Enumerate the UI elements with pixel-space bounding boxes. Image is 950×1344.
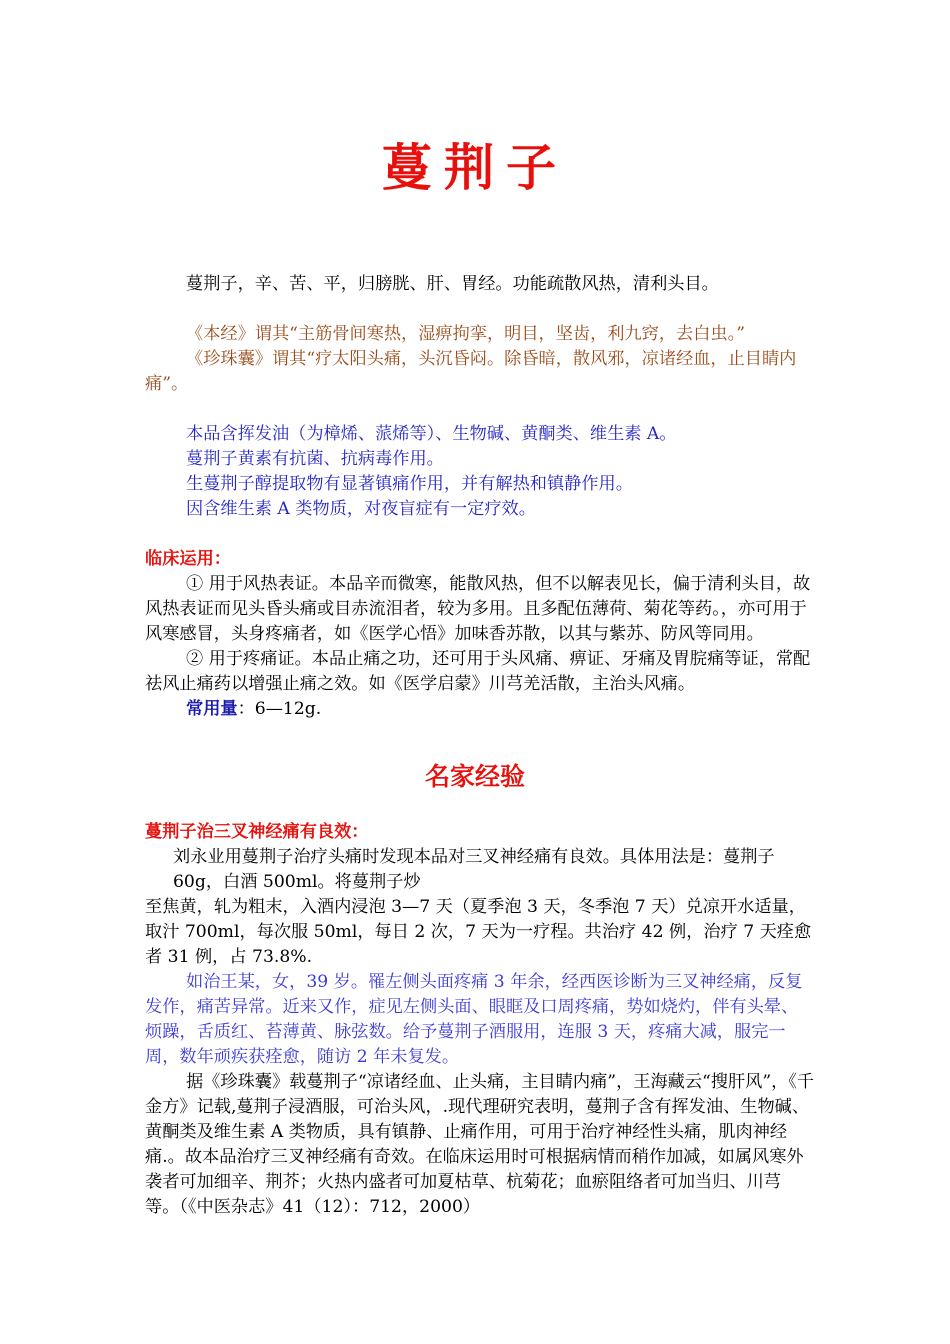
- clinical-item-2: ② 用于疼痛证。本品止痛之功，还可用于头风痛、痹证、牙痛及胃脘痛等证，常配祛风止痛药以增强止痛之效。如《医学启蒙》川芎羌活散，主治头风痛。: [145, 649, 811, 694]
- clinical-item-1: ① 用于风热表证。本品辛而微寒，能散风热，但不以解表见长，偏于清利头目，故风热表证而见头昏头痛或目赤流泪者，较为多用。且多配伍薄荷、菊花等药。，亦可用于风寒感冒，头身疼痛者，如《医学心悟》加味香苏散，以其与紫苏、防风等同用。: [145, 574, 811, 644]
- dosage-value: ：6—12g.: [237, 699, 322, 719]
- intro-paragraph: 蔓荆子，辛、苦、平，归膀胱、肝、胃经。功能疏散风热，清利头目。: [186, 274, 719, 294]
- pharmacology-line-3: 生蔓荆子醇提取物有显著镇痛作用，并有解热和镇静作用。: [186, 474, 633, 494]
- case-heading: 蔓荆子治三叉神经痛有良效：: [145, 822, 369, 842]
- clinical-section: [145, 547, 815, 722]
- section2-title: 名家经验: [424, 762, 525, 791]
- classic-quote-2: 《珍珠囊》谓其“疗太阳头痛，头沉昏闷。除昏暗，散风邪，凉诸经血，止目睛内痛”。: [145, 349, 797, 394]
- case-section: [145, 820, 815, 1220]
- clinical-heading: 临床运用：: [145, 549, 231, 569]
- pharmacology-line-4: 因含维生素 A 类物质，对夜盲症有一定疗效。: [186, 499, 536, 519]
- dosage-line: [145, 697, 815, 722]
- case-intro-hanging: 刘永业用蔓荆子治疗头痛时发现本品对三叉神经痛有良效。具体用法是：蔓荆子 60g，白酒 500ml。将蔓荆子炒: [173, 847, 775, 892]
- page-title: 蔓荆子: [382, 139, 568, 197]
- classic-quote-1: 《本经》谓其“主筋骨间寒热，湿痹拘挛，明目，坚齿，利九窍，去白虫。”: [186, 324, 745, 344]
- classics-section: [145, 322, 815, 397]
- pharmacology-section: [145, 422, 815, 522]
- case-discussion: 据《珍珠囊》载蔓荆子“凉诸经血、止头痛，主目睛内痛”，王海藏云“搜肝风”，《千金方》记载,蔓荆子浸酒服，可治头风，.现代理研究表明，蔓荆子含有挥发油、生物碱、黄酮类及维生素 A 类物质，具有镇静、止痛作用，可用于治疗神经性头痛，肌肉神经痛.。故本品治疗三叉神经痛有奇效。在临床运用时可根据病情而稍作加减，如属风寒外袭者可加细辛、荆芥；火热内盛者可加夏枯草、杭菊花；血瘀阻络者可加当归、川芎等。（《中医杂志》41（12）：712，2000）: [145, 1072, 815, 1217]
- dosage-label: 常用量: [186, 699, 238, 719]
- pharmacology-line-1: 本品含挥发油（为樟烯、蒎烯等）、生物碱、黄酮类、维生素 A。: [186, 424, 677, 444]
- intro-section: [145, 272, 815, 297]
- pharmacology-line-2: 蔓荆子黄素有抗菌、抗病毒作用。: [186, 449, 444, 469]
- case-intro-rest: 至焦黄，轧为粗末，入酒内浸泡 3—7 天（夏季泡 3 天，冬季泡 7 天）兑凉开水适量，取汁 700ml，每次服 50ml，每日 2 次，7 天为一疗程。共治疗 42 例，治疗 7 天痊愈者 31 例，占 73.8%.: [145, 897, 812, 967]
- case-example: 如治王某，女，39 岁。罹左侧头面疼痛 3 年余，经西医诊断为三叉神经痛，反复发作，痛苦异常。近来又作，症见左侧头面、眼眶及口周疼痛，势如烧灼，伴有头晕、烦躁，舌质红、苔薄黄、脉弦数。给予蔓荆子酒服用，连服 3 天，疼痛大减，服完一周，数年顽疾获痊愈，随访 2 年未复发。: [145, 972, 803, 1067]
